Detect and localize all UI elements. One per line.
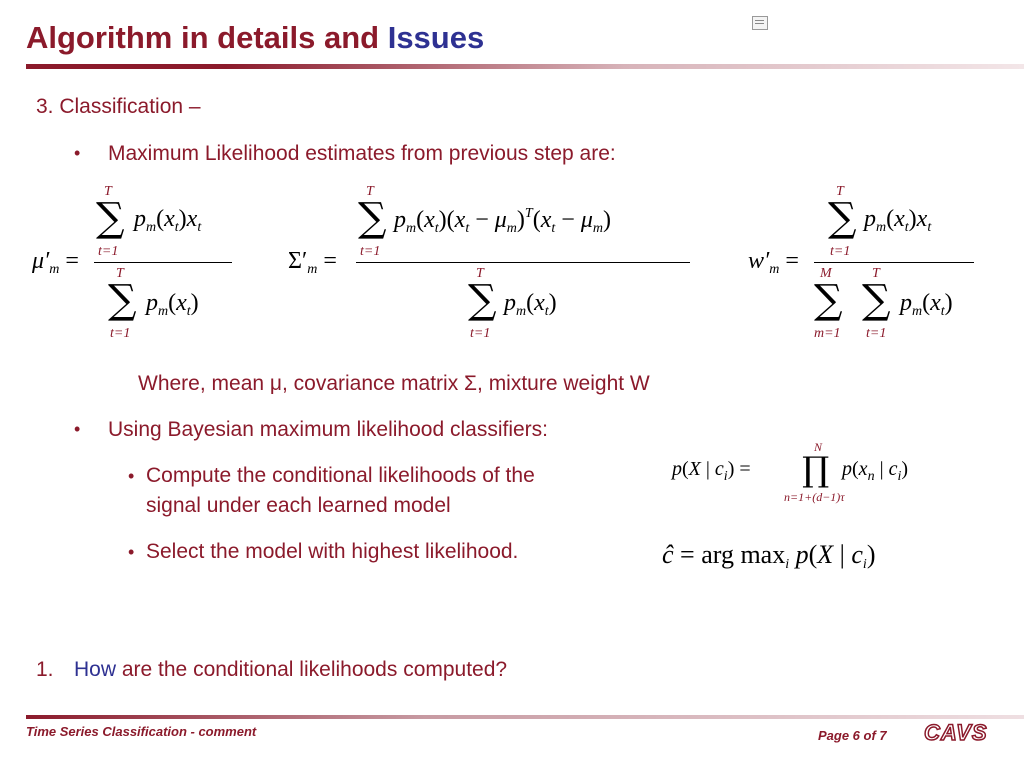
page-number: Page 6 of 7 bbox=[818, 728, 887, 743]
bullet-dot: • bbox=[74, 143, 81, 163]
where-text: Where, mean μ, covariance matrix Σ, mixture weight W bbox=[138, 372, 650, 395]
bullet-compute-likelihoods-line2: signal under each learned model bbox=[146, 494, 451, 517]
note-icon[interactable] bbox=[752, 16, 768, 30]
title-highlight: Issues bbox=[387, 20, 485, 55]
section-heading: 3. Classification – bbox=[36, 95, 201, 118]
footer-title: Time Series Classification - comment bbox=[26, 724, 257, 739]
bullet-dot: • bbox=[74, 419, 81, 439]
footer-divider bbox=[26, 715, 1024, 719]
question-keyword: How bbox=[74, 658, 117, 681]
page-title bbox=[26, 20, 484, 56]
question-text bbox=[74, 658, 507, 682]
bullet-bayesian: Using Bayesian maximum likelihood classifiers: bbox=[108, 418, 548, 441]
bullet-dot: • bbox=[128, 542, 135, 562]
bullet-ml-estimates: Maximum Likelihood estimates from previous step are: bbox=[108, 142, 616, 165]
question-rest: are the conditional likelihoods computed? bbox=[116, 658, 508, 681]
title-divider bbox=[26, 64, 1024, 69]
title-main: Algorithm in details and bbox=[26, 20, 388, 55]
cavs-logo: CAVS bbox=[924, 720, 988, 745]
bullet-compute-likelihoods: Compute the conditional likelihoods of the bbox=[146, 464, 535, 487]
question-number: 1. bbox=[36, 658, 54, 681]
bullet-select-model: Select the model with highest likelihood. bbox=[146, 540, 519, 563]
bullet-dot: • bbox=[128, 466, 135, 486]
